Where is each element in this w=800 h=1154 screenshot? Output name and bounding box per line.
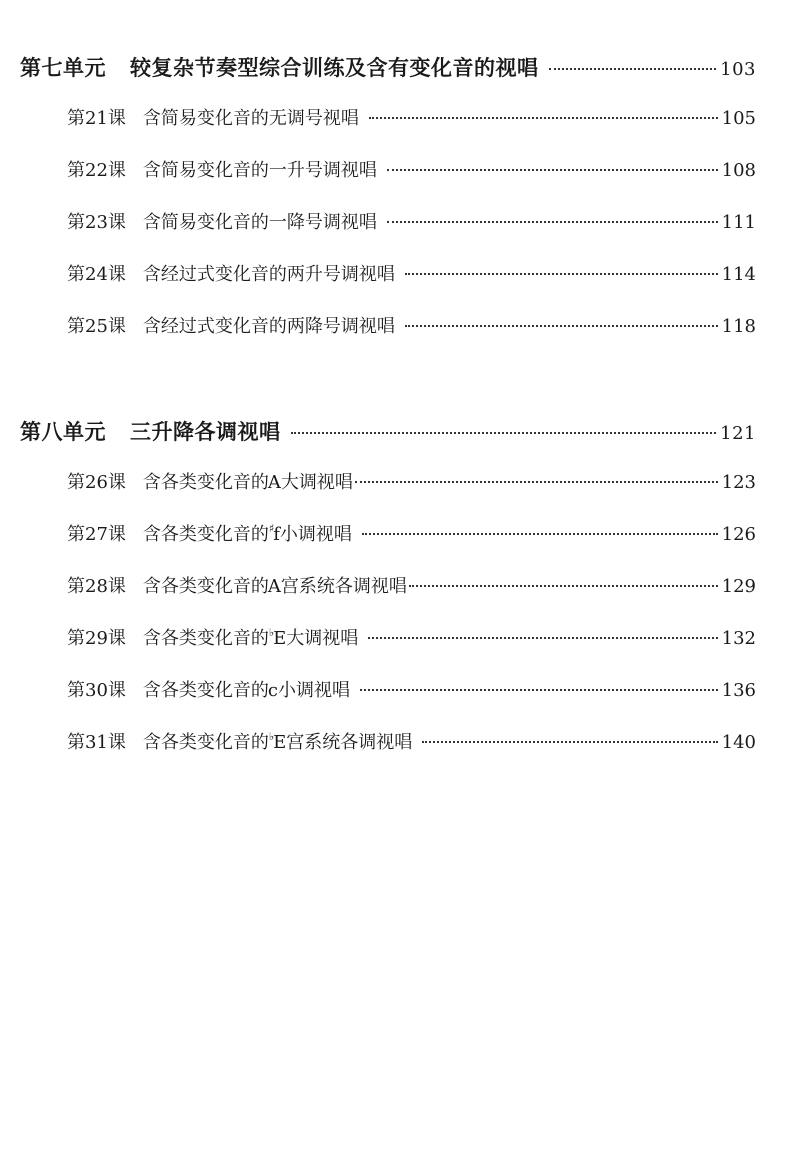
lesson-title: 含经过式变化音的两升号调视唱 <box>142 264 395 285</box>
lesson-number: 第22课 <box>67 160 126 181</box>
lesson-title-prefix: 含各类变化音的 <box>142 472 269 493</box>
lesson-title-key: c小调视唱 <box>267 680 350 701</box>
dot-leader <box>369 117 718 119</box>
page-number: 132 <box>721 628 756 649</box>
lesson-title-key: A宫系统各调视唱 <box>267 576 407 597</box>
dot-leader <box>387 221 718 223</box>
lesson-number: 第24课 <box>67 264 126 285</box>
page-number: 126 <box>721 524 756 545</box>
dot-leader <box>360 689 718 691</box>
dot-leader <box>355 481 718 483</box>
lesson-title <box>143 520 352 546</box>
lesson-title-prefix: 含各类变化音的 <box>142 628 269 649</box>
page-number: 103 <box>720 59 756 80</box>
lesson-entry[interactable] <box>67 624 756 656</box>
page-number: 118 <box>721 316 756 337</box>
lesson-title-key: E大调视唱 <box>273 628 359 649</box>
lesson-title <box>143 572 407 598</box>
lesson-number: 第23课 <box>67 212 126 233</box>
lesson-title <box>143 468 353 494</box>
lesson-entry[interactable] <box>67 520 756 552</box>
page-number: 111 <box>721 212 756 233</box>
lesson-title-key: A大调视唱 <box>267 472 353 493</box>
unit-title: 三升降各调视唱 <box>130 420 281 444</box>
unit-heading[interactable] <box>20 52 756 88</box>
lesson-title: 含经过式变化音的两降号调视唱 <box>142 316 395 337</box>
dot-leader <box>405 273 718 275</box>
lesson-entry[interactable] <box>67 156 756 188</box>
lesson-number: 第25课 <box>67 316 126 337</box>
page-number: 108 <box>721 160 756 181</box>
dot-leader <box>549 68 717 70</box>
lesson-number: 第29课 <box>67 628 126 649</box>
flat-icon: ♭ <box>268 730 275 743</box>
lesson-entry[interactable] <box>67 104 756 136</box>
lesson-number: 第31课 <box>67 732 126 753</box>
lesson-title-prefix: 含各类变化音的 <box>142 524 269 545</box>
lesson-number: 第27课 <box>67 524 126 545</box>
lesson-entry[interactable] <box>67 728 756 760</box>
lesson-title-key: f小调视唱 <box>273 524 352 545</box>
dot-leader <box>409 585 718 587</box>
lesson-entry[interactable] <box>67 260 756 292</box>
page-number: 129 <box>721 576 756 597</box>
lesson-number: 第30课 <box>67 680 126 701</box>
sharp-icon: ♯ <box>268 522 275 535</box>
unit-heading[interactable] <box>20 416 756 452</box>
lesson-title: 含简易变化音的一升号调视唱 <box>142 160 377 181</box>
unit-number: 第八单元 <box>20 420 106 444</box>
page-number: 123 <box>721 472 756 493</box>
lesson-number: 第21课 <box>67 108 126 129</box>
lesson-entry[interactable] <box>67 208 756 240</box>
lesson-title <box>143 624 358 650</box>
unit-title: 较复杂节奏型综合训练及含有变化音的视唱 <box>130 56 539 80</box>
unit-number: 第七单元 <box>20 56 106 80</box>
lesson-entry[interactable] <box>67 312 756 344</box>
lesson-entry[interactable] <box>67 468 756 500</box>
lesson-title <box>143 728 412 754</box>
dot-leader <box>387 169 718 171</box>
lesson-title-prefix: 含各类变化音的 <box>142 732 269 753</box>
lesson-title: 含简易变化音的一降号调视唱 <box>142 212 377 233</box>
page-number: 121 <box>720 423 756 444</box>
dot-leader <box>368 637 717 639</box>
lesson-entry[interactable] <box>67 572 756 604</box>
lesson-title <box>143 676 350 702</box>
lesson-number: 第28课 <box>67 576 126 597</box>
lesson-title-prefix: 含各类变化音的 <box>142 576 269 597</box>
page-number: 140 <box>721 732 756 753</box>
dot-leader <box>362 533 718 535</box>
page-number: 136 <box>721 680 756 701</box>
lesson-title-prefix: 含各类变化音的 <box>142 680 269 701</box>
lesson-number: 第26课 <box>67 472 126 493</box>
page-number: 114 <box>721 264 756 285</box>
lesson-entry[interactable] <box>67 676 756 708</box>
dot-leader <box>405 325 718 327</box>
lesson-title-key: E宫系统各调视唱 <box>273 732 413 753</box>
dot-leader <box>422 741 717 743</box>
page-number: 105 <box>721 108 756 129</box>
lesson-title: 含简易变化音的无调号视唱 <box>142 108 359 129</box>
flat-icon: ♭ <box>268 626 275 639</box>
dot-leader <box>291 432 717 434</box>
